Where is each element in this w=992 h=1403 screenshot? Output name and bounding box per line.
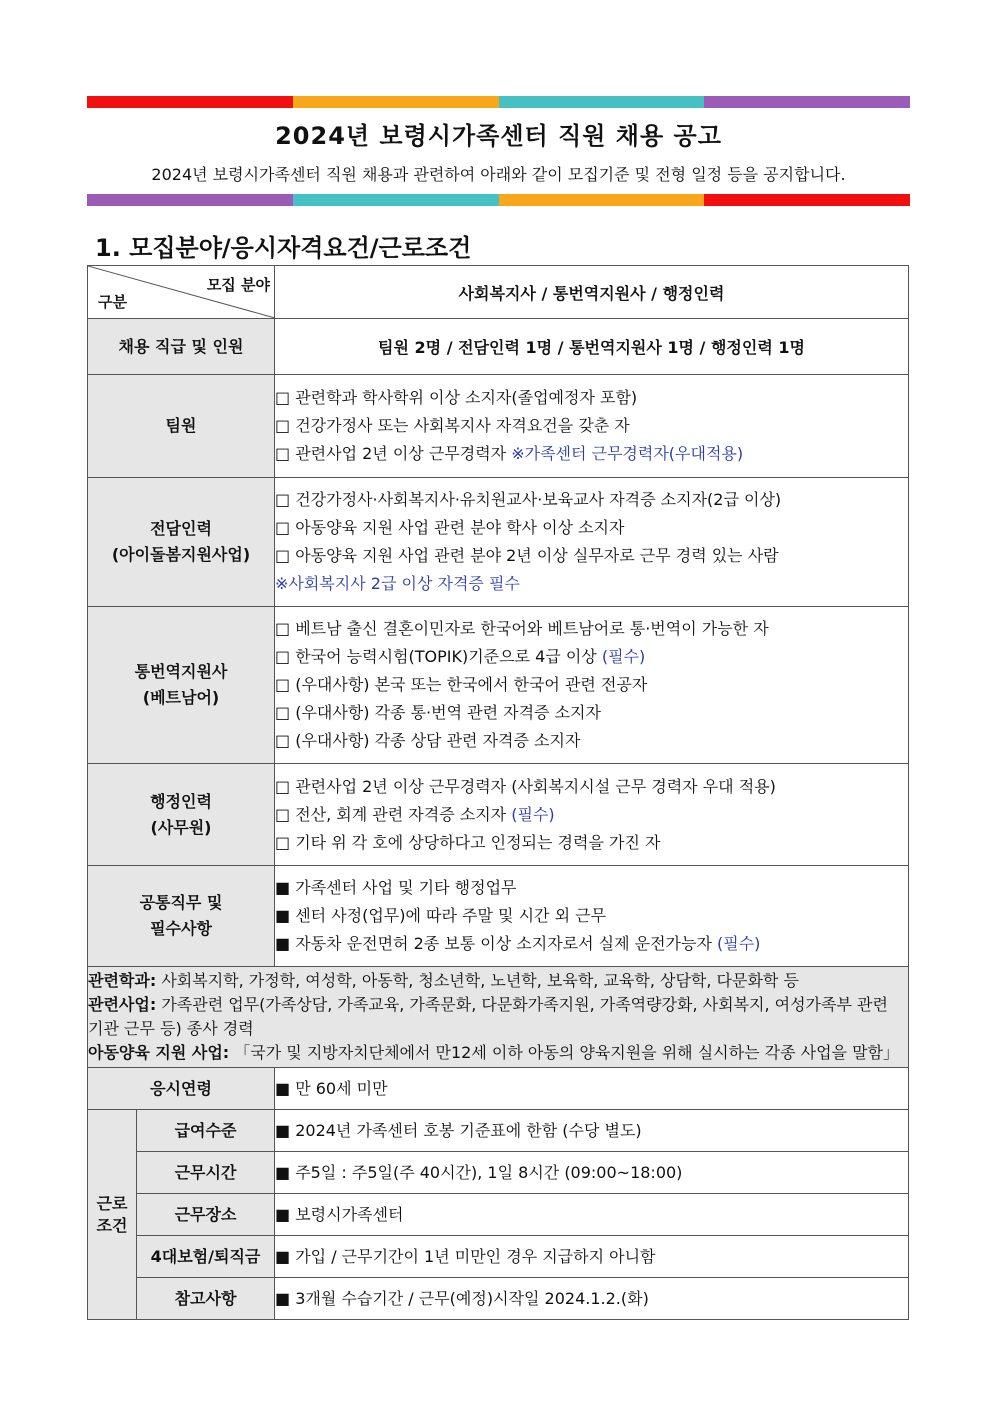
- section-title: 1. 모집분야/응시자격요건/근로조건: [95, 234, 472, 262]
- translator-row: [88, 607, 909, 764]
- dedicated-row: [88, 478, 909, 607]
- common-item-3-text: ■ 자동차 운전면허 2종 보통 이상 소지자로서 실제 운전가능자: [275, 934, 718, 953]
- bar-segment-orange: [499, 194, 705, 206]
- recruitment-table: [87, 265, 909, 1320]
- bar-segment-purple: [87, 194, 293, 206]
- hours-label: 근무시간: [137, 1152, 275, 1194]
- note-related-dept-text: 사회복지학, 가정학, 여성학, 아동학, 청소년학, 노년학, 보육학, 교육학, 상담학, 다문화학 등: [156, 971, 799, 990]
- translator-item-4: □ (우대사항) 각종 통·번역 관련 자격증 소지자: [275, 703, 601, 722]
- reference-label: 참고사항: [137, 1278, 275, 1320]
- bar-segment-purple: [704, 96, 910, 108]
- translator-item-2: [275, 643, 908, 671]
- bar-segment-red: [704, 194, 910, 206]
- positions-label: 채용 직급 및 인원: [88, 319, 275, 375]
- definitions-note: [88, 967, 909, 1068]
- document-title: 2024년 보령시가족센터 직원 채용 공고: [275, 122, 722, 150]
- translator-item-3: □ (우대사항) 본국 또는 한국에서 한국어 관련 전공자: [275, 675, 648, 694]
- translator-label-line2: (베트남어): [142, 688, 220, 707]
- dedicated-label-line1: 전담인력: [150, 519, 212, 538]
- translator-item-5: □ (우대사항) 각종 상담 관련 자격증 소지자: [275, 731, 581, 750]
- admin-label: [88, 764, 275, 866]
- note-related-dept: [88, 969, 908, 993]
- work-row-insurance: [88, 1236, 909, 1278]
- bar-segment-orange: [293, 96, 499, 108]
- header-category-label: 구분: [98, 293, 127, 311]
- work-label-line1: 근로: [96, 1193, 128, 1213]
- note-childcare-label: 아동양육 지원 사업:: [88, 1043, 230, 1062]
- header-fields-value: 사회복지사 / 통번역지원사 / 행정인력: [275, 266, 909, 319]
- dedicated-label: [88, 478, 275, 607]
- age-value: ■ 만 60세 미만: [275, 1068, 909, 1110]
- team-item-3: [275, 440, 908, 468]
- admin-item-2-text: □ 전산, 회계 관련 자격증 소지자: [275, 804, 512, 824]
- note-related-biz-label: 관련사업:: [88, 995, 157, 1014]
- bar-segment-teal: [293, 194, 499, 206]
- dedicated-item-2: □ 아동양육 지원 사업 관련 분야 학사 이상 소지자: [275, 518, 625, 537]
- admin-item-2: [275, 801, 908, 829]
- translator-item-1: □ 베트남 출신 결혼이민자로 한국어와 베트남어로 통·번역이 가능한 자: [275, 619, 769, 638]
- salary-value: ■ 2024년 가족센터 호봉 기준표에 한함 (수당 별도): [275, 1110, 909, 1152]
- notes-row: [88, 967, 909, 1068]
- admin-label-line1: 행정인력: [150, 791, 212, 811]
- work-row-hours: [88, 1152, 909, 1194]
- note-related-biz: [88, 993, 908, 1041]
- team-label: 팀원: [88, 375, 275, 478]
- age-label: 응시연령: [88, 1068, 275, 1110]
- team-preference-note: ※가족센터 근무경력자(우대적용): [511, 444, 744, 463]
- translator-label: [88, 607, 275, 764]
- admin-row: [88, 764, 909, 866]
- common-required-note: (필수): [717, 934, 761, 953]
- insurance-value: ■ 가입 / 근무기간이 1년 미만인 경우 지급하지 아니함: [275, 1236, 909, 1278]
- table-header-row: [88, 266, 909, 319]
- admin-requirements: [275, 764, 909, 866]
- common-item-2: ■ 센터 사정(업무)에 따라 주말 및 시간 외 근무: [275, 906, 607, 925]
- common-label: [88, 866, 275, 967]
- translator-item-2-text: □ 한국어 능력시험(TOPIK)기준으로 4급 이상: [275, 647, 602, 666]
- diagonal-header-cell: [88, 266, 275, 319]
- positions-value: 팀원 2명 / 전담인력 1명 / 통번역지원사 1명 / 행정인력 1명: [275, 319, 909, 375]
- translator-required-note: (필수): [601, 647, 646, 666]
- common-requirements: [275, 866, 909, 967]
- common-row: [88, 866, 909, 967]
- bar-segment-teal: [499, 96, 705, 108]
- admin-item-1: □ 관련사업 2년 이상 근무경력자 (사회복지시설 근무 경력자 우대 적용): [275, 776, 776, 796]
- translator-label-line1: 통번역지원사: [134, 662, 228, 681]
- document-subtitle: 2024년 보령시가족센터 직원 채용과 관련하여 아래와 같이 모집기준 및 전형 일정 등을 공지합니다.: [151, 165, 846, 184]
- common-label-line1: 공통직무 및: [139, 893, 223, 912]
- work-conditions-label: [88, 1110, 137, 1320]
- common-label-line2: 필수사항: [150, 919, 212, 938]
- team-item-3-text: □ 관련사업 2년 이상 근무경력자: [275, 444, 512, 463]
- age-row: [88, 1068, 909, 1110]
- team-item-1: □ 관련학과 학사학위 이상 소지자(졸업예정자 포함): [275, 388, 638, 407]
- team-row: [88, 375, 909, 478]
- admin-item-3: □ 기타 위 각 호에 상당하다고 인정되는 경력을 가진 자: [275, 832, 661, 852]
- header-field-label: 모집 분야: [206, 276, 270, 294]
- note-childcare-text: 「국가 및 지방자치단체에서 만12세 이하 아동의 양육지원을 위해 실시하는 각종 사업을 말함」: [229, 1043, 899, 1062]
- admin-label-line2: (사무원): [150, 817, 212, 837]
- note-related-biz-text: 가족관련 업무(가족상담, 가족교육, 가족문화, 다문화가족지원, 가족역량강화, 사회복지, 여성가족부 관련 기관 근무 등) 종사 경력: [88, 995, 888, 1038]
- dedicated-required-note: ※사회복지사 2급 이상 자격증 필수: [275, 574, 520, 593]
- team-requirements: [275, 375, 909, 478]
- common-item-3: [275, 930, 908, 958]
- work-row-location: [88, 1194, 909, 1236]
- dedicated-requirements: [275, 478, 909, 607]
- bar-segment-red: [87, 96, 293, 108]
- admin-required-note: (필수): [511, 804, 555, 824]
- translator-requirements: [275, 607, 909, 764]
- work-label-line2: 조건: [96, 1215, 128, 1235]
- insurance-label: 4대보험/퇴직금: [137, 1236, 275, 1278]
- positions-row: [88, 319, 909, 375]
- work-row-reference: [88, 1278, 909, 1320]
- salary-label: 급여수준: [137, 1110, 275, 1152]
- bottom-color-bar: [87, 194, 910, 206]
- location-value: ■ 보령시가족센터: [275, 1194, 909, 1236]
- common-item-1: ■ 가족센터 사업 및 기타 행정업무: [275, 878, 517, 897]
- note-related-dept-label: 관련학과:: [88, 971, 157, 990]
- location-label: 근무장소: [137, 1194, 275, 1236]
- work-row-salary: [88, 1110, 909, 1152]
- hours-value: ■ 주5일 : 주5일(주 40시간), 1일 8시간 (09:00~18:00): [275, 1152, 909, 1194]
- team-item-2: □ 건강가정사 또는 사회복지사 자격요건을 갖춘 자: [275, 416, 630, 435]
- dedicated-label-line2: (아이돌봄지원사업): [111, 545, 251, 564]
- dedicated-item-3: □ 아동양육 지원 사업 관련 분야 2년 이상 실무자로 근무 경력 있는 사람: [275, 546, 779, 565]
- reference-value: ■ 3개월 수습기간 / 근무(예정)시작일 2024.1.2.(화): [275, 1278, 909, 1320]
- note-childcare: [88, 1041, 908, 1065]
- dedicated-item-1: □ 건강가정사·사회복지사·유치원교사·보육교사 자격증 소지자(2급 이상): [275, 490, 782, 509]
- top-color-bar: [87, 96, 910, 108]
